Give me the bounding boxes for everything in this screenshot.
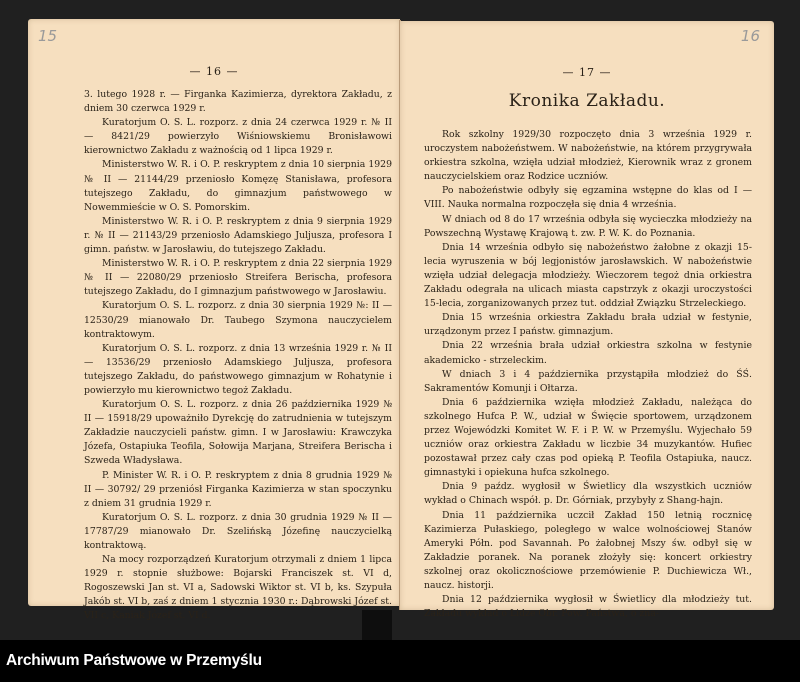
left-page: [28, 19, 400, 622]
paragraph: W dniach 3 i 4 października przystąpiła młodzież do ŚŚ. Sakramentów Komunji i Ołtarza.: [424, 368, 752, 394]
paragraph: Kuratorjum O. S. L. rozporz. z dnia 30 sierpnia 1929 №: II — 12530/29 mianowało Dr. Taubego Szymona nauczycielem kontraktowym.: [84, 300, 392, 340]
paragraph: W dniach od 8 do 17 września odbyła się wycieczka młodzieży na Powszechną Wystawę Krajową t. zw. P. W. K. do Poznania.: [424, 213, 752, 239]
page-body: [84, 88, 392, 624]
pencil-folio-number: 15: [38, 27, 58, 45]
paragraph: 3. lutego 1928 r. — Firganka Kazimierza, dyrektora Zakładu, z dniem 30 czerwca 1929 r.: [84, 89, 392, 115]
paragraph: Kuratorjum O. S. L. rozporz. z dnia 30 grudnia 1929 № II — 17787/29 mianowało Dr. Szelińską Józefinę nauczycielką kontraktową.: [84, 511, 392, 551]
paragraph: Dnia 14 września odbyło się nabożeństwo żałobne z okazji 15-lecia wyruszenia w bój legjonistów jarosławskich. W nabożeństwie wzięła udział delegacja młodzieży. Wieczorem tegoż dnia orkiestra Zakładu odegrała na ulicach miasta capstrzyk z okazji uroczystości 15-lecia, zorganizowanych przez tut. oddział Związku Strzeleckiego.: [424, 241, 752, 310]
paragraph: Rok szkolny 1929/30 rozpoczęto dnia 3 września 1929 r. uroczystem nabożeństwem. W nabożeństwie, na którem przygrywała orkiestra szkolna, wzięła udział młodzież, Kierownik wraz z gronem nauczycielskiem oraz Rodzice uczniów.: [424, 129, 752, 183]
paragraph: Dnia 12 października wygłosił w Świetlicy dla młodzieży tut. Zakładu wykład o Lidze Obr. Pow. Państwa, o zna-: [424, 594, 752, 620]
page-body: [424, 128, 752, 621]
paragraph: Ministerstwo W. R. i O. P. reskryptem z dnia 22 sierpnia 1929 № II — 22080/29 przeniosło Streifera Berischa, profesora tutejszego Zakładu, do I gimnazjum państwowego w Jarosławiu.: [84, 258, 392, 298]
paragraph: Dnia 9 paźdz. wygłosił w Świetlicy dla wszystkich uczniów wykład o Chinach współ. p. Dr. Górniak, przybyły z Shang-hajn.: [424, 481, 752, 507]
book-spine: [362, 610, 392, 640]
archive-footer-bar: [0, 640, 800, 682]
page-number: — 17 —: [562, 66, 612, 79]
paragraph: Kuratorjum O. S. L. rozporz. z dnia 13 września 1929 r. № II — 13536/29 przeniosło Adamskiego Juljusza, profesora tutejszego Zakładu, do państwowego gimnazjum w Rohatynie i powierzyło mu kierownictwo tegoż Zakładu.: [84, 342, 392, 396]
paragraph: Dnia 15 września orkiestra Zakładu brała udział w festynie, urządzonym przez I państw. gimnazjum.: [424, 312, 752, 338]
paragraph: Dnia 22 września brała udział orkiestra szkolna w festynie akademicko - strzeleckim.: [424, 340, 752, 366]
paragraph: Dnia 6 października wzięła młodzież Zakładu, należąca do szkolnego Hufca P. W., udział w Święcie sportowem, urządzonem przez Wojewódzki Komitet W. F. i P. W. w Przemyślu. Wyjechało 59 uczniów oraz orkiestra Zakładu w liczbie 34 muzykantów. Hufiec pozostawał przez cały czas pod opieką P. Teofila Ostapiuka, naucz. gimnastyki i opiekuna hufca szkolnego.: [424, 396, 752, 479]
paragraph: Ministerstwo W. R. i O. P. reskryptem z dnia 9 sierpnia 1929 r. № II — 21143/29 przeniosło Adamskiego Juljusza, profesora I gimn. państw. w Jarosławiu, do tutejszego Zakładu.: [84, 215, 392, 256]
paragraph: Ministerstwo W. R. i O. P. reskryptem z dnia 10 sierpnia 1929 № II — 21144/29 przeniosło Komęzę Stanisława, profesora tutejszego Zakładu, do gimnazjum państwowego w Nowemmieście w O. S. Pomorskim.: [84, 159, 392, 213]
paragraph: Kuratorjum O. S. L. rozporz. z dnia 24 czerwca 1929 r. № II — 8421/29 powierzyło Wiśniowskiemu Bronisławowi kierownictwo Zakładu z ważnością od 1 lipca 1929 r.: [84, 117, 392, 157]
paragraph: P. Minister W. R. i O. P. reskryptem z dnia 8 grudnia 1929 № II — 30792/ 29 przeniósł Firganka Kazimierza w stan spoczynku z dniem 31 grudnia 1929 r.: [84, 469, 392, 509]
paragraph: Po nabożeństwie odbyły się egzamina wstępne do klas od I — VIII. Nauka normalna rozpoczęła się dnia 4 września.: [424, 185, 752, 211]
paragraph: Dnia 11 października uczcił Zakład 150 letnią rocznicę Kazimierza Pułaskiego, poległego w walce wolnościowej Stanów Ameryki Półn. pod Savannah. Po żałobnej Mszy św. odbył się w Zakładzie poranek. Na poranek złożyły się: koncert orkiestry szkolnej oraz okolicznościowe przemówienie P. Duchiewicza Wł., naucz. historji.: [424, 509, 752, 591]
paragraph: Kuratorjum O. S. L. rozporz. z dnia 26 października 1929 № II — 15918/29 upoważniło Dyrekcję do zatrudnienia w tutejszym Zakładzie nauczycieli państw. gimn. I w Jarosławiu: Krawczyka Józefa, Ostapiuka Teofila, Sołowija Marjana, Streifera Berischa i Szweda Władysława.: [84, 399, 392, 467]
page-number: — 16 —: [189, 65, 239, 78]
paragraph: Na mocy rozporządzeń Kuratorjum otrzymali z dniem 1 lipca 1929 r. stopnie służbowe: Bojarski Franciszek st. VI d, Rogoszewski Jan st. VI a, Sadowski Wiktor st. VI b, ks. Szypuła Jakób st. VI b, zaś z dniem 1 stycznia 1930 r.: Dąbrowski Józef st. VII c, Kaniak Józef st. VI d.: [84, 554, 392, 622]
right-page: [400, 21, 774, 620]
archive-label: Archiwum Państwowe w Przemyślu: [6, 652, 262, 669]
pencil-folio-number: 16: [740, 27, 760, 45]
chapter-title: Kronika Zakładu.: [508, 91, 666, 111]
